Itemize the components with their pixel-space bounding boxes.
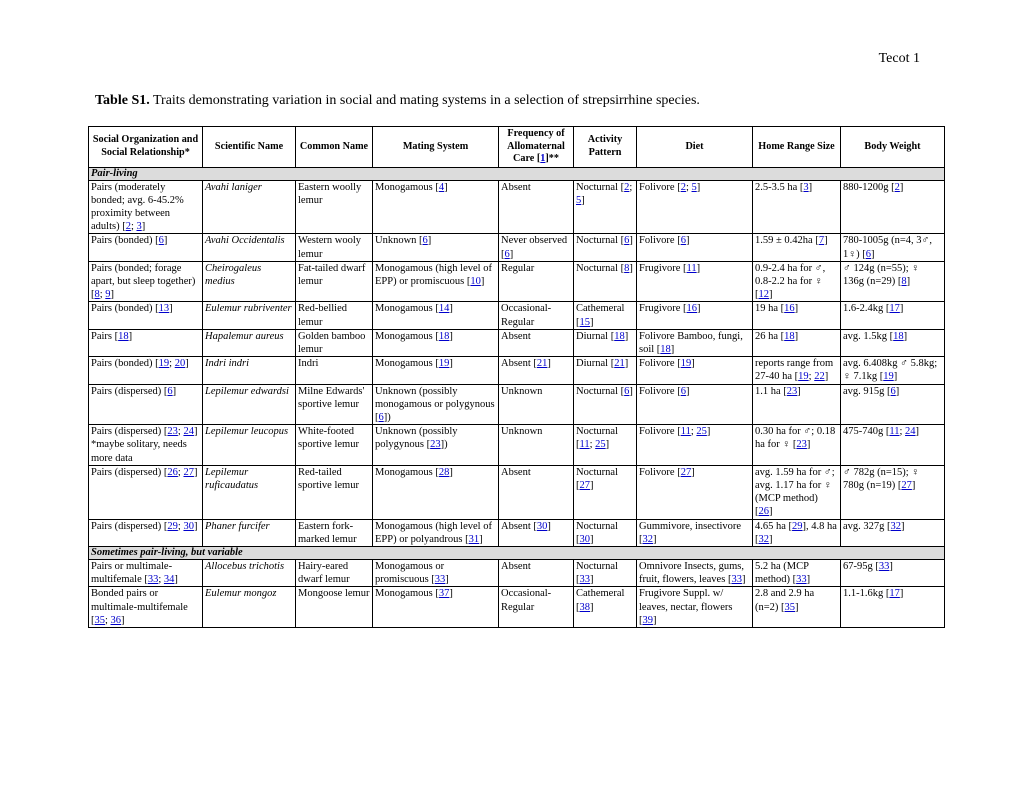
reference-link[interactable]: 13	[158, 303, 170, 315]
reference-link[interactable]: 19	[798, 371, 809, 383]
reference-link[interactable]: 6	[680, 385, 686, 397]
table-cell: Nocturnal [11; 25]	[574, 425, 637, 466]
reference-link[interactable]: 28	[438, 466, 450, 478]
table-cell: Red-bellied lemur	[296, 302, 373, 329]
reference-link[interactable]: 18	[893, 330, 904, 342]
reference-link[interactable]: 7	[818, 235, 825, 247]
table-cell: Lepilemur ruficaudatus	[203, 465, 296, 519]
table-cell: Nocturnal [30]	[574, 519, 637, 546]
reference-link[interactable]: 23	[796, 439, 807, 451]
column-header: Social Organization and Social Relationship*	[89, 127, 203, 168]
table-cell: Omnivore Insects, gums, fruit, flowers, leaves [33]	[637, 559, 753, 586]
reference-link[interactable]: 19	[680, 358, 692, 370]
table-cell: Absent [21]	[499, 357, 574, 384]
table-cell: 5.2 ha (MCP method) [33]	[753, 559, 841, 586]
table-cell: Golden bamboo lemur	[296, 329, 373, 356]
reference-link[interactable]: 16	[686, 303, 698, 315]
table-cell: Occasional-Regular	[499, 587, 574, 628]
section-header-row	[89, 167, 945, 180]
column-header: Body Weight	[841, 127, 945, 168]
reference-link[interactable]: 16	[784, 303, 795, 315]
table-cell: 2.8 and 2.9 ha (n=2) [35]	[753, 587, 841, 628]
reference-link[interactable]: 18	[438, 330, 450, 342]
reference-link[interactable]: 22	[814, 371, 825, 383]
reference-link[interactable]: 29	[167, 520, 178, 532]
table-cell: Folivore [2; 5]	[637, 180, 753, 234]
reference-link[interactable]: 11	[680, 426, 691, 438]
table-cell: Gummivore, insectivore [32]	[637, 519, 753, 546]
reference-link[interactable]: 6	[167, 385, 173, 397]
table-cell: 0.9-2.4 ha for ♂, 0.8-2.2 ha for ♀ [12]	[753, 261, 841, 302]
reference-link[interactable]: 21	[536, 358, 548, 370]
reference-link[interactable]: 27	[183, 466, 194, 478]
table-cell: Red-tailed sportive lemur	[296, 465, 373, 519]
reference-link[interactable]: 39	[642, 614, 653, 626]
reference-link[interactable]: 21	[614, 358, 625, 370]
table-cell: White-footed sportive lemur	[296, 425, 373, 466]
table-cell: Eastern woolly lemur	[296, 180, 373, 234]
table-cell: Occasional-Regular	[499, 302, 574, 329]
table-row	[89, 587, 945, 628]
table-cell: avg. 1.5kg [18]	[841, 329, 945, 356]
table-cell: Diurnal [21]	[574, 357, 637, 384]
table-cell: Indri	[296, 357, 373, 384]
reference-link[interactable]: 30	[183, 520, 194, 532]
reference-link[interactable]: 19	[158, 358, 170, 370]
reference-link[interactable]: 8	[624, 262, 630, 274]
reference-link[interactable]: 19	[883, 371, 894, 383]
reference-link[interactable]: 35	[784, 601, 796, 613]
reference-link[interactable]: 9	[105, 289, 111, 301]
table-cell: Folivore [6]	[637, 234, 753, 261]
reference-link[interactable]: 33	[579, 574, 590, 586]
table-cell: Pairs (bonded; forage apart, but sleep together) [8; 9]	[89, 261, 203, 302]
table-cell: Pairs (dispersed) [23; 24] *maybe solitary, needs more data	[89, 425, 203, 466]
table-cell: Pairs (bonded) [19; 20]	[89, 357, 203, 384]
reference-link[interactable]: 11	[889, 426, 900, 438]
reference-link[interactable]: 6	[422, 235, 428, 247]
column-header: Scientific Name	[203, 127, 296, 168]
table-cell: Unknown [6]	[373, 234, 499, 261]
reference-link[interactable]: 6	[624, 385, 630, 397]
reference-link[interactable]: 8	[94, 289, 100, 301]
reference-link[interactable]: 30	[536, 520, 548, 532]
reference-link[interactable]: 2	[125, 221, 131, 233]
table-row	[89, 519, 945, 546]
table-cell: reports range from 27-40 ha [19; 22]	[753, 357, 841, 384]
table-cell: avg. 915g [6]	[841, 384, 945, 425]
table-cell: Pairs or multimale-multifemale [33; 34]	[89, 559, 203, 586]
reference-link[interactable]: 31	[468, 533, 480, 545]
reference-link[interactable]: 10	[470, 275, 481, 287]
table-row	[89, 357, 945, 384]
table-cell: Nocturnal [2; 5]	[574, 180, 637, 234]
reference-link[interactable]: 27	[901, 479, 912, 491]
table-cell: Monogamous (high level of EPP) or polyandrous [31]	[373, 519, 499, 546]
table-row	[89, 234, 945, 261]
column-header: Home Range Size	[753, 127, 841, 168]
reference-link[interactable]: 23	[786, 385, 798, 397]
reference-link[interactable]: 24	[183, 426, 194, 438]
reference-link[interactable]: 15	[579, 316, 590, 328]
table-cell: Unknown	[499, 425, 574, 466]
reference-link[interactable]: 18	[784, 330, 795, 342]
table-cell: Lepilemur edwardsi	[203, 384, 296, 425]
table-cell: Allocebus trichotis	[203, 559, 296, 586]
reference-link[interactable]: 6	[680, 235, 686, 247]
table-cell: Avahi Occidentalis	[203, 234, 296, 261]
table-row	[89, 465, 945, 519]
reference-link[interactable]: 23	[430, 439, 441, 451]
table-cell: Western wooly lemur	[296, 234, 373, 261]
reference-link[interactable]: 6	[890, 385, 896, 397]
table-cell: 1.6-2.4kg [17]	[841, 302, 945, 329]
reference-link[interactable]: 12	[758, 289, 769, 301]
table-cell: ♂ 782g (n=15); ♀ 780g (n=19) [27]	[841, 465, 945, 519]
reference-link[interactable]: 18	[118, 330, 129, 342]
reference-link[interactable]: 33	[731, 574, 742, 586]
table-cell: Cheirogaleus medius	[203, 261, 296, 302]
table-cell: Never observed [6]	[499, 234, 574, 261]
reference-link[interactable]: 30	[579, 533, 590, 545]
table-cell: Folivore [6]	[637, 384, 753, 425]
reference-link[interactable]: 2	[680, 181, 686, 193]
reference-link[interactable]: 1	[540, 153, 546, 164]
table-body	[89, 167, 945, 628]
table-cell: Unknown (possibly monogamous or polygynous [6])	[373, 384, 499, 425]
reference-link[interactable]: 2	[894, 181, 900, 193]
reference-link[interactable]: 32	[642, 533, 653, 545]
reference-link[interactable]: 23	[167, 426, 178, 438]
reference-link[interactable]: 34	[163, 574, 175, 586]
table-cell: 0.30 ha for ♂; 0.18 ha for ♀ [23]	[753, 425, 841, 466]
table-cell: Phaner furcifer	[203, 519, 296, 546]
table-cell: Diurnal [18]	[574, 329, 637, 356]
table-row	[89, 384, 945, 425]
table-cell: 1.1-1.6kg [17]	[841, 587, 945, 628]
column-header: Common Name	[296, 127, 373, 168]
table-row	[89, 302, 945, 329]
section-title: Sometimes pair-living, but variable	[89, 546, 945, 559]
table-cell: Monogamous [4]	[373, 180, 499, 234]
table-cell: Absent	[499, 559, 574, 586]
reference-link[interactable]: 6	[158, 235, 164, 247]
table-cell: Nocturnal [33]	[574, 559, 637, 586]
table-cell: Absent	[499, 180, 574, 234]
table-cell: 880-1200g [2]	[841, 180, 945, 234]
table-cell: Cathemeral [15]	[574, 302, 637, 329]
table-cell: Folivore [27]	[637, 465, 753, 519]
reference-link[interactable]: 38	[579, 601, 590, 613]
section-header-row	[89, 546, 945, 559]
table-cell: Monogamous (high level of EPP) or promiscuous [10]	[373, 261, 499, 302]
table-cell: Nocturnal [27]	[574, 465, 637, 519]
table-cell: Milne Edwards' sportive lemur	[296, 384, 373, 425]
reference-link[interactable]: 14	[438, 303, 450, 315]
reference-link[interactable]: 27	[579, 479, 590, 491]
table-cell: Monogamous [28]	[373, 465, 499, 519]
reference-link[interactable]: 27	[680, 466, 692, 478]
table-cell: Frugivore Suppl. w/ leaves, nectar, flowers [39]	[637, 587, 753, 628]
reference-link[interactable]: 11	[579, 439, 590, 451]
table-cell: Eulemur mongoz	[203, 587, 296, 628]
table-cell: Pairs (dispersed) [26; 27]	[89, 465, 203, 519]
table-cell: avg. 6.408kg ♂ 5.8kg; ♀ 7.1kg [19]	[841, 357, 945, 384]
table-cell: 1.59 ± 0.42ha [7]	[753, 234, 841, 261]
table-cell: Pairs (dispersed) [6]	[89, 384, 203, 425]
table-caption	[95, 93, 700, 109]
table-cell: Hairy-eared dwarf lemur	[296, 559, 373, 586]
table-cell: Monogamous [14]	[373, 302, 499, 329]
reference-link[interactable]: 6	[378, 411, 384, 423]
table-cell: Hapalemur aureus	[203, 329, 296, 356]
table-cell: Absent	[499, 329, 574, 356]
reference-link[interactable]: 8	[901, 275, 907, 287]
table-cell: Unknown (possibly polygynous [23])	[373, 425, 499, 466]
table-cell: Pairs (bonded) [13]	[89, 302, 203, 329]
reference-link[interactable]: 26	[758, 506, 769, 518]
table-cell: avg. 327g [32]	[841, 519, 945, 546]
table-cell: 4.65 ha [29], 4.8 ha [32]	[753, 519, 841, 546]
column-header: Frequency of Allomaternal Care [1]**	[499, 127, 574, 168]
reference-link[interactable]: 18	[614, 330, 625, 342]
table-cell: 2.5-3.5 ha [3]	[753, 180, 841, 234]
table-cell: Fat-tailed dwarf lemur	[296, 261, 373, 302]
reference-link[interactable]: 33	[878, 560, 890, 572]
table-cell: Frugivore [11]	[637, 261, 753, 302]
table-cell: Pairs (dispersed) [29; 30]	[89, 519, 203, 546]
table-cell: Frugivore [16]	[637, 302, 753, 329]
section-title: Pair-living	[89, 167, 945, 180]
reference-link[interactable]: 4	[438, 181, 445, 193]
reference-link[interactable]: 6	[865, 248, 871, 260]
table-row	[89, 559, 945, 586]
page-number: Tecot 1	[878, 51, 920, 66]
table-cell: Monogamous [19]	[373, 357, 499, 384]
table-cell: Pairs (bonded) [6]	[89, 234, 203, 261]
column-header: Mating System	[373, 127, 499, 168]
table-cell: Monogamous [18]	[373, 329, 499, 356]
reference-link[interactable]: 24	[905, 426, 916, 438]
reference-link[interactable]: 6	[624, 235, 630, 247]
reference-link[interactable]: 32	[890, 520, 902, 532]
table-row	[89, 261, 945, 302]
table-cell: 780-1005g (n=4, 3♂, 1♀) [6]	[841, 234, 945, 261]
table-cell: Pairs [18]	[89, 329, 203, 356]
table-cell: Pairs (moderately bonded; avg. 6-45.2% proximity between adults) [2; 3]	[89, 180, 203, 234]
table-cell: Cathemeral [38]	[574, 587, 637, 628]
reference-link[interactable]: 35	[94, 614, 105, 626]
reference-link[interactable]: 26	[167, 466, 178, 478]
table-cell: Lepilemur leucopus	[203, 425, 296, 466]
table-cell: 26 ha [18]	[753, 329, 841, 356]
table-cell: Absent [30]	[499, 519, 574, 546]
reference-link[interactable]: 25	[696, 426, 707, 438]
table-cell: Folivore [11; 25]	[637, 425, 753, 466]
table-row	[89, 425, 945, 466]
table-cell: 475-740g [11; 24]	[841, 425, 945, 466]
reference-link[interactable]: 29	[792, 520, 803, 532]
table-cell: Monogamous [37]	[373, 587, 499, 628]
table-cell: 19 ha [16]	[753, 302, 841, 329]
table-cell: Eulemur rubriventer	[203, 302, 296, 329]
reference-link[interactable]: 33	[434, 574, 446, 586]
header-row	[89, 127, 945, 168]
reference-link[interactable]: 25	[595, 439, 606, 451]
table-cell: Regular	[499, 261, 574, 302]
table-cell: Bonded pairs or multimale-multifemale [35; 36]	[89, 587, 203, 628]
reference-link[interactable]: 2	[624, 181, 630, 193]
table-row	[89, 180, 945, 234]
reference-link[interactable]: 11	[686, 262, 697, 274]
reference-link[interactable]: 33	[147, 574, 159, 586]
table-cell: 67-95g [33]	[841, 559, 945, 586]
table-cell: Folivore Bamboo, fungi, soil [18]	[637, 329, 753, 356]
reference-link[interactable]: 5	[576, 194, 582, 206]
reference-link[interactable]: 5	[691, 181, 697, 193]
reference-link[interactable]: 32	[758, 533, 769, 545]
table-cell: Eastern fork-marked lemur	[296, 519, 373, 546]
table-cell: Avahi laniger	[203, 180, 296, 234]
column-header: Activity Pattern	[574, 127, 637, 168]
table-cell: Monogamous or promiscuous [33]	[373, 559, 499, 586]
table-cell: Nocturnal [6]	[574, 384, 637, 425]
reference-link[interactable]: 20	[174, 358, 186, 370]
table-cell: Mongoose lemur	[296, 587, 373, 628]
caption-text: Traits demonstrating variation in social and mating systems in a selection of strepsirrhine species.	[149, 93, 700, 108]
reference-link[interactable]: 17	[889, 588, 900, 600]
table-cell: ♂ 124g (n=55); ♀ 136g (n=29) [8]	[841, 261, 945, 302]
reference-link[interactable]: 6	[504, 248, 510, 260]
table-cell: 1.1 ha [23]	[753, 384, 841, 425]
reference-link[interactable]: 37	[438, 588, 450, 600]
reference-link[interactable]: 33	[796, 574, 807, 586]
table-cell: Nocturnal [6]	[574, 234, 637, 261]
table-cell: Absent	[499, 465, 574, 519]
traits-table	[88, 126, 945, 628]
caption-label: Table S1.	[95, 93, 150, 108]
table-cell: Folivore [19]	[637, 357, 753, 384]
reference-link[interactable]: 3	[803, 181, 809, 193]
reference-link[interactable]: 17	[889, 303, 900, 315]
column-header: Diet	[637, 127, 753, 168]
table-cell: avg. 1.59 ha for ♂; avg. 1.17 ha for ♀ (MCP method) [26]	[753, 465, 841, 519]
reference-link[interactable]: 36	[110, 614, 122, 626]
table-cell: Unknown	[499, 384, 574, 425]
table-row	[89, 329, 945, 356]
reference-link[interactable]: 3	[136, 221, 142, 233]
table-cell: Indri indri	[203, 357, 296, 384]
reference-link[interactable]: 18	[660, 343, 671, 355]
reference-link[interactable]: 19	[438, 358, 450, 370]
table-cell: Nocturnal [8]	[574, 261, 637, 302]
